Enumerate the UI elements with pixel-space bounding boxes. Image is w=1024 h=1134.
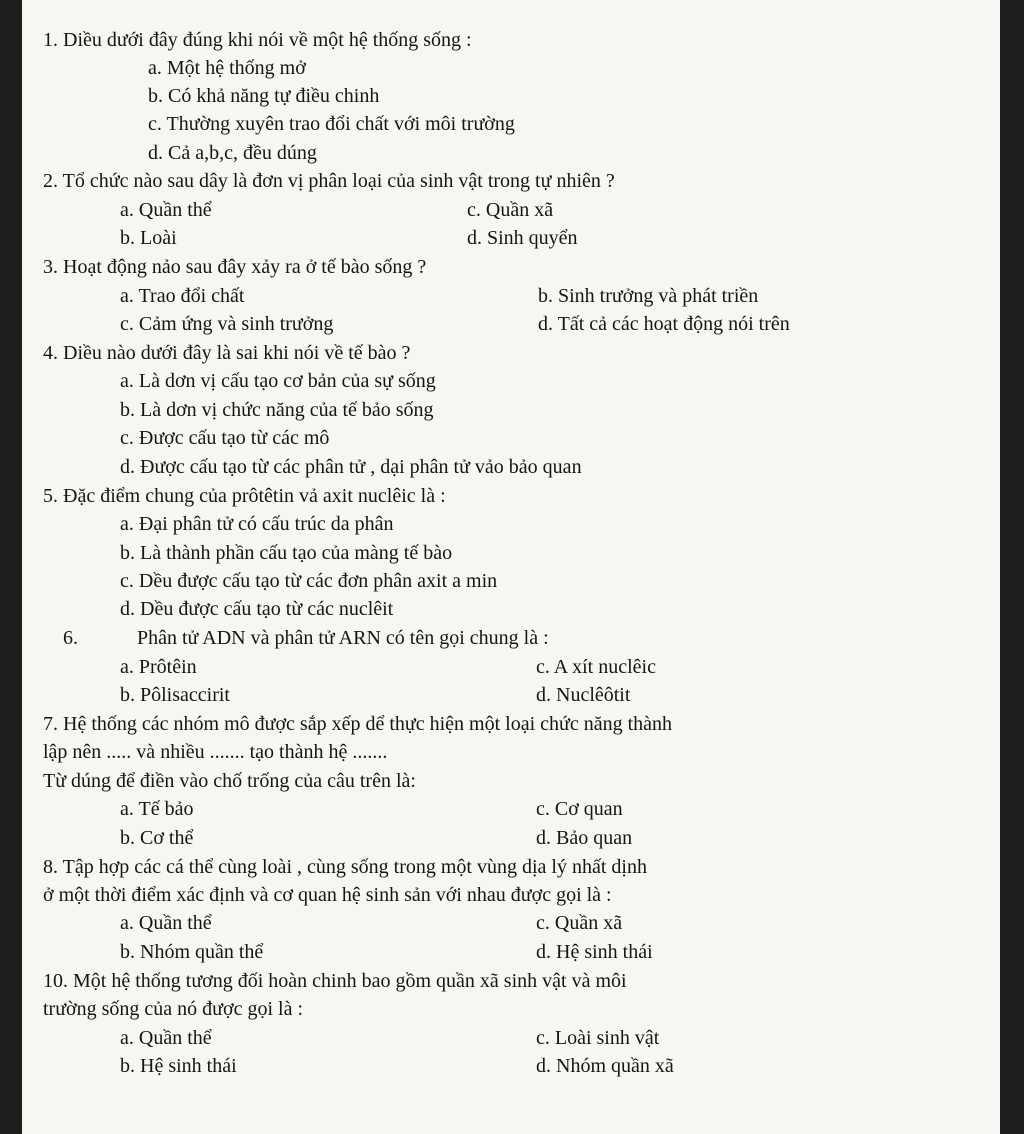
question-4-option-a: a. Là dơn vị cấu tạo cơ bản của sự sống — [120, 370, 436, 392]
question-7-stem-line-2: lập nên ..... và nhiều ....... tạo thành hệ ....... — [43, 741, 388, 763]
question-10-option-d: d. Nhóm quần xã — [536, 1055, 674, 1077]
question-4-option-b: b. Là dơn vị chức năng của tế bảo sống — [120, 399, 434, 421]
question-8-stem-line-1: 8. Tập hợp các cá thể cùng loài , cùng sống trong một vùng dịa lý nhất dịnh — [43, 856, 647, 878]
question-3-stem: 3. Hoạt động nảo sau đây xảy ra ở tế bào sống ? — [43, 256, 427, 278]
question-2-option-c: c. Quần xã — [467, 199, 554, 221]
question-5-option-b: b. Là thành phần cấu tạo của màng tế bào — [120, 542, 453, 564]
question-8-option-c: c. Quần xã — [536, 912, 623, 934]
question-10-stem-line-1: 10. Một hệ thống tương đối hoàn chinh bao gồm quần xã sinh vật và môi — [43, 970, 627, 992]
question-7-stem-line-3: Từ dúng để điền vào chố trống của câu trên là: — [43, 770, 416, 792]
question-4-option-d: d. Được cấu tạo từ các phân tử , dại phân tử vảo bảo quan — [120, 456, 582, 478]
question-6-stem: Phân tử ADN và phân tử ARN có tên gọi chung là : — [137, 627, 549, 649]
question-7-stem-line-1: 7. Hệ thống các nhóm mô được sắp xếp dể thực hiện một loại chức năng thành — [43, 713, 673, 735]
question-6-option-d: d. Nuclêôtit — [536, 684, 631, 706]
question-10-option-c: c. Loài sinh vật — [536, 1027, 660, 1049]
question-4-option-c: c. Được cấu tạo từ các mô — [120, 427, 330, 449]
question-10-option-b: b. Hệ sinh thái — [120, 1055, 237, 1077]
question-10-stem-line-2: trường sống của nó được gọi là : — [43, 998, 304, 1020]
question-3-option-a: a. Trao đổi chất — [120, 285, 245, 307]
question-2-option-a: a. Quần thể — [120, 199, 212, 221]
question-5-option-d: d. Dều được cấu tạo từ các nuclêit — [120, 598, 394, 620]
question-3-option-b: b. Sinh trưởng và phát triền — [538, 285, 759, 307]
question-2-stem: 2. Tổ chức nào sau dây là đơn vị phân loại của sinh vật trong tự nhiên ? — [43, 170, 615, 192]
question-2-option-b: b. Loài — [120, 227, 177, 249]
question-8-option-a: a. Quần thể — [120, 912, 212, 934]
question-3-option-d: d. Tất cả các hoạt động nói trên — [538, 313, 790, 335]
question-5-stem: 5. Đặc điểm chung của prôtêtin vả axit nuclêic là : — [43, 485, 446, 507]
question-1-option-d: d. Cả a,b,c, đều dúng — [148, 142, 317, 164]
question-7-option-a: a. Tế bảo — [120, 798, 194, 820]
question-3-option-c: c. Cảm ứng và sinh trưởng — [120, 313, 334, 335]
question-8-option-d: d. Hệ sinh thái — [536, 941, 653, 963]
question-6-option-c: c. A xít nuclêic — [536, 656, 656, 678]
question-7-option-b: b. Cơ thể — [120, 827, 194, 849]
question-1-option-a: a. Một hệ thống mở — [148, 57, 306, 79]
worksheet-page — [22, 0, 1000, 1134]
question-2-option-d: d. Sinh quyển — [467, 227, 578, 249]
question-8-option-b: b. Nhóm quần thể — [120, 941, 264, 963]
question-6-option-a: a. Prôtêin — [120, 656, 197, 678]
question-8-stem-line-2: ở một thời điểm xác định và cơ quan hệ sinh sản với nhau được gọi là : — [43, 884, 612, 906]
question-10-option-a: a. Quần thể — [120, 1027, 212, 1049]
question-4-stem: 4. Diều nào dưới đây là sai khi nói về tế bào ? — [43, 342, 411, 364]
question-1-option-c: c. Thường xuyên trao đổi chất với môi trường — [148, 113, 515, 135]
question-5-option-a: a. Đại phân tử có cấu trúc da phân — [120, 513, 394, 535]
question-6-number: 6. — [63, 627, 78, 649]
question-6-option-b: b. Pôlisaccirit — [120, 684, 230, 706]
question-5-option-c: c. Dều được cấu tạo từ các đơn phân axit a min — [120, 570, 498, 592]
question-1-stem: 1. Diều dưới đây đúng khi nói về một hệ thống sống : — [43, 29, 472, 51]
question-7-option-d: d. Bảo quan — [536, 827, 633, 849]
question-1-option-b: b. Có khả năng tự điều chinh — [148, 85, 380, 107]
question-7-option-c: c. Cơ quan — [536, 798, 623, 820]
